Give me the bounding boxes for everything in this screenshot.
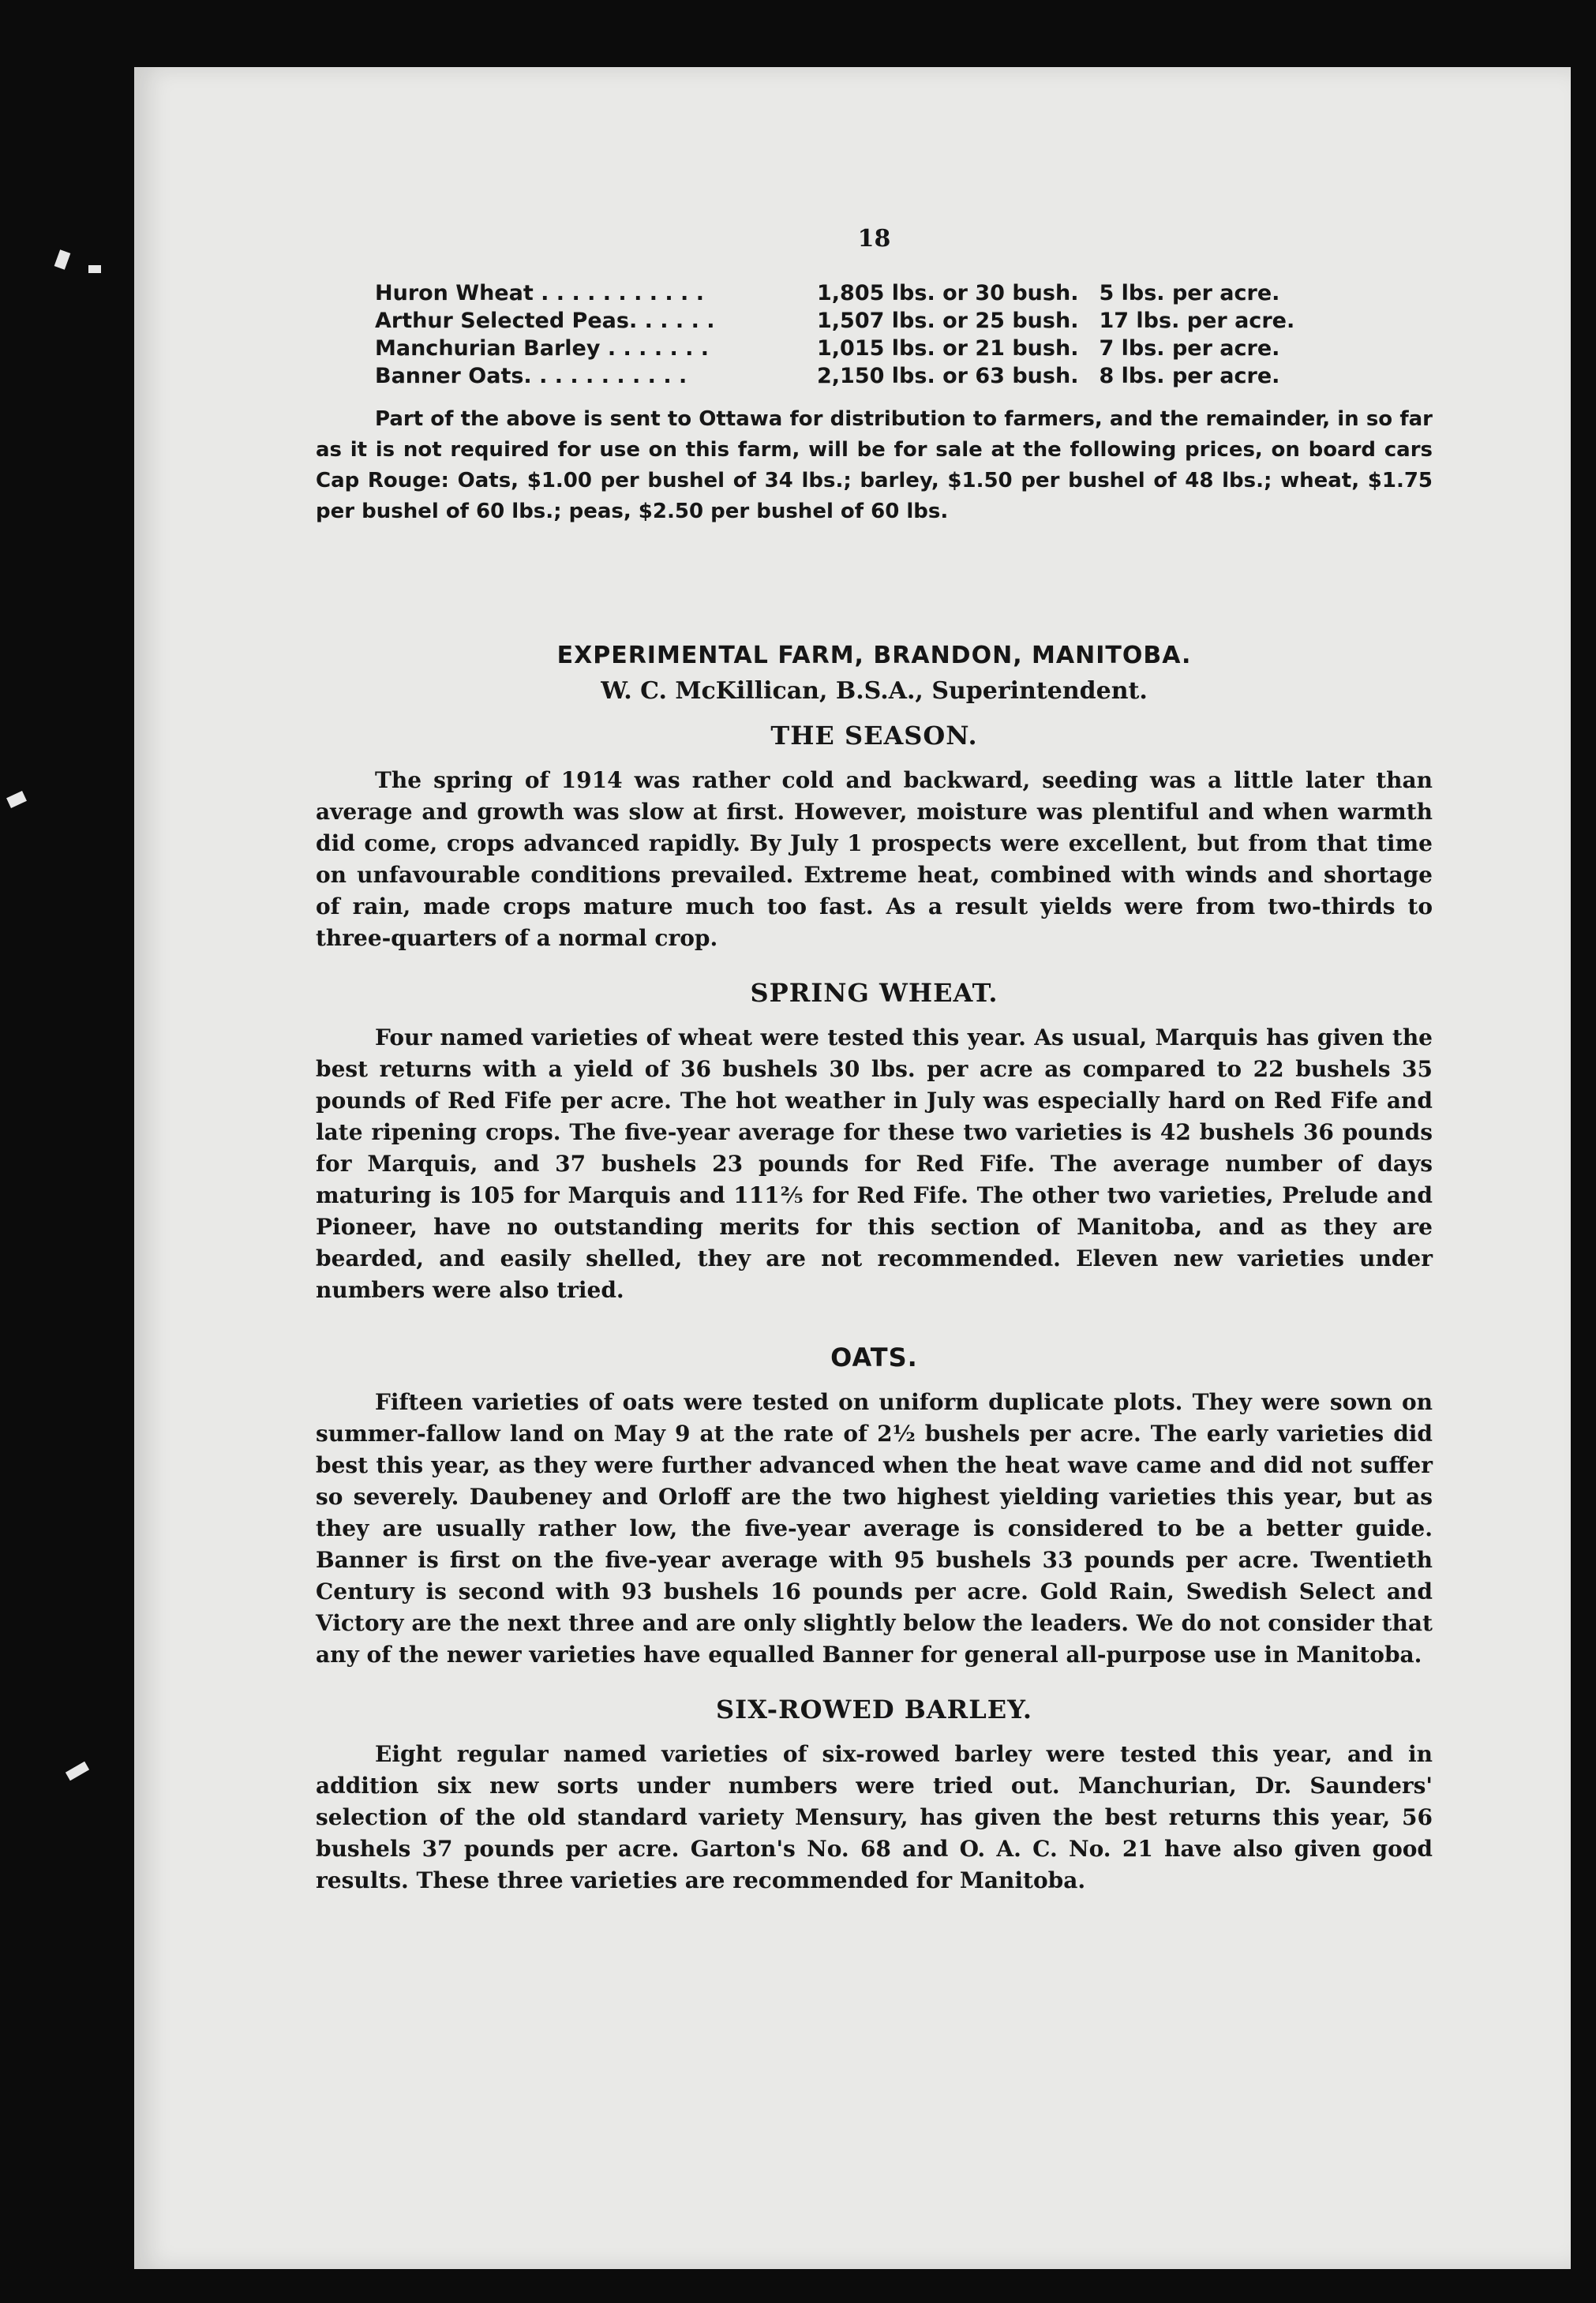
- section-heading-season: THE SEASON.: [770, 721, 978, 751]
- left-margin-mark-2: [88, 265, 101, 273]
- page-number: 18: [857, 225, 891, 253]
- superintendent-line: W. C. McKillican, B.S.A., Superintendent.: [601, 677, 1148, 705]
- section-heading-oats: OATS.: [830, 1342, 918, 1372]
- table-row: [375, 279, 1294, 307]
- section-text-six-rowed-barley: Eight regular named varieties of six-rowed barley were tested this year, and in addition six new sorts under numbers were tried out. Manchurian, Dr. Saunders' selection of the old standard variety Mensury, has given the best returns this year, 56 bushels 37 pounds per acre. Garton's No. 68 and O. A. C. No. 21 have also given good results. These three varieties are recommended for Manitoba.: [316, 1741, 1433, 1893]
- table-row: [375, 362, 1294, 390]
- table-row: [375, 307, 1294, 335]
- document-page: [134, 67, 1571, 2269]
- crop-per-acre: 5 lbs. per acre.: [1099, 281, 1280, 305]
- left-margin-mark-4: [66, 1762, 89, 1781]
- crop-name: Banner Oats. . . . . . . . . . .: [375, 364, 687, 388]
- table-row: [375, 335, 1294, 362]
- section-heading-six-rowed-barley: SIX-ROWED BARLEY.: [716, 1694, 1032, 1724]
- yield-table: [375, 279, 1294, 390]
- crop-amount: 1,507 lbs. or 25 bush.: [817, 309, 1079, 333]
- left-margin-mark-1: [54, 249, 71, 269]
- section-heading-spring-wheat: SPRING WHEAT.: [750, 978, 998, 1008]
- section-text-spring-wheat: Four named varieties of wheat were tested this year. As usual, Marquis has given the best returns with a yield of 36 bushels 30 lbs. per acre as compared to 22 bushels 35 pounds of Red Fife per acre. The hot weather in July was especially hard on Red Fife and late ripening crops. The five-year average for these two varieties is 42 bushels 36 pounds for Marquis, and 37 bushels 23 pounds for Red Fife. The average number of days maturing is 105 for Marquis and 111⅖ for Red Fife. The other two varieties, Prelude and Pioneer, have no outstanding merits for this section of Manitoba, and as they are bearded, and easily shelled, they are not recommended. Eleven new varieties under numbers were also tried.: [316, 1024, 1433, 1303]
- section-text-oats: Fifteen varieties of oats were tested on uniform duplicate plots. They were sown on summer-fallow land on May 9 at the rate of 2½ bushels per acre. The early varieties did best this year, as they were further advanced when the heat wave came and did not suffer so severely. Daubeney and Orloff are the two highest yielding varieties this year, but as they are usually rather low, the five-year average is considered to be a better guide. Banner is first on the five-year average with 95 bushels 33 pounds per acre. Twentieth Century is second with 93 bushels 16 pounds per acre. Gold Rain, Swedish Select and Victory are the next three and are only slightly below the leaders. We do not consider that any of the newer varieties have equalled Banner for general all-purpose use in Manitoba.: [316, 1389, 1433, 1668]
- distribution-notice: Part of the above is sent to Ottawa for distribution to farmers, and the remainder, in so far as it is not required for use on this farm, will be for sale at the following prices, on board cars Cap Rouge: Oats, $1.00 per bushel of 34 lbs.; barley, $1.50 per bushel of 48 lbs.; wheat, $1.75 per bushel of 60 lbs.; peas, $2.50 per bushel of 60 lbs.: [316, 407, 1433, 523]
- crop-name: Manchurian Barley . . . . . . .: [375, 336, 710, 361]
- farm-title: EXPERIMENTAL FARM, BRANDON, MANITOBA.: [556, 642, 1192, 669]
- crop-per-acre: 17 lbs. per acre.: [1099, 309, 1295, 333]
- crop-per-acre: 7 lbs. per acre.: [1099, 336, 1280, 361]
- crop-amount: 2,150 lbs. or 63 bush.: [817, 364, 1079, 388]
- crop-name: Arthur Selected Peas. . . . . .: [375, 309, 715, 333]
- crop-name: Huron Wheat . . . . . . . . . . .: [375, 281, 704, 305]
- page-content: [316, 225, 1433, 1897]
- crop-amount: 1,805 lbs. or 30 bush.: [817, 281, 1079, 305]
- crop-per-acre: 8 lbs. per acre.: [1099, 364, 1280, 388]
- left-margin-mark-3: [6, 791, 27, 808]
- crop-amount: 1,015 lbs. or 21 bush.: [817, 336, 1079, 361]
- section-text-season: The spring of 1914 was rather cold and backward, seeding was a little later than average and growth was slow at first. However, moisture was plentiful and when warmth did come, crops advanced rapidly. By July 1 prospects were excellent, but from that time on unfavourable conditions prevailed. Extreme heat, combined with winds and shortage of rain, made crops mature much too fast. As a result yields were from two-thirds to three-quarters of a normal crop.: [316, 767, 1433, 951]
